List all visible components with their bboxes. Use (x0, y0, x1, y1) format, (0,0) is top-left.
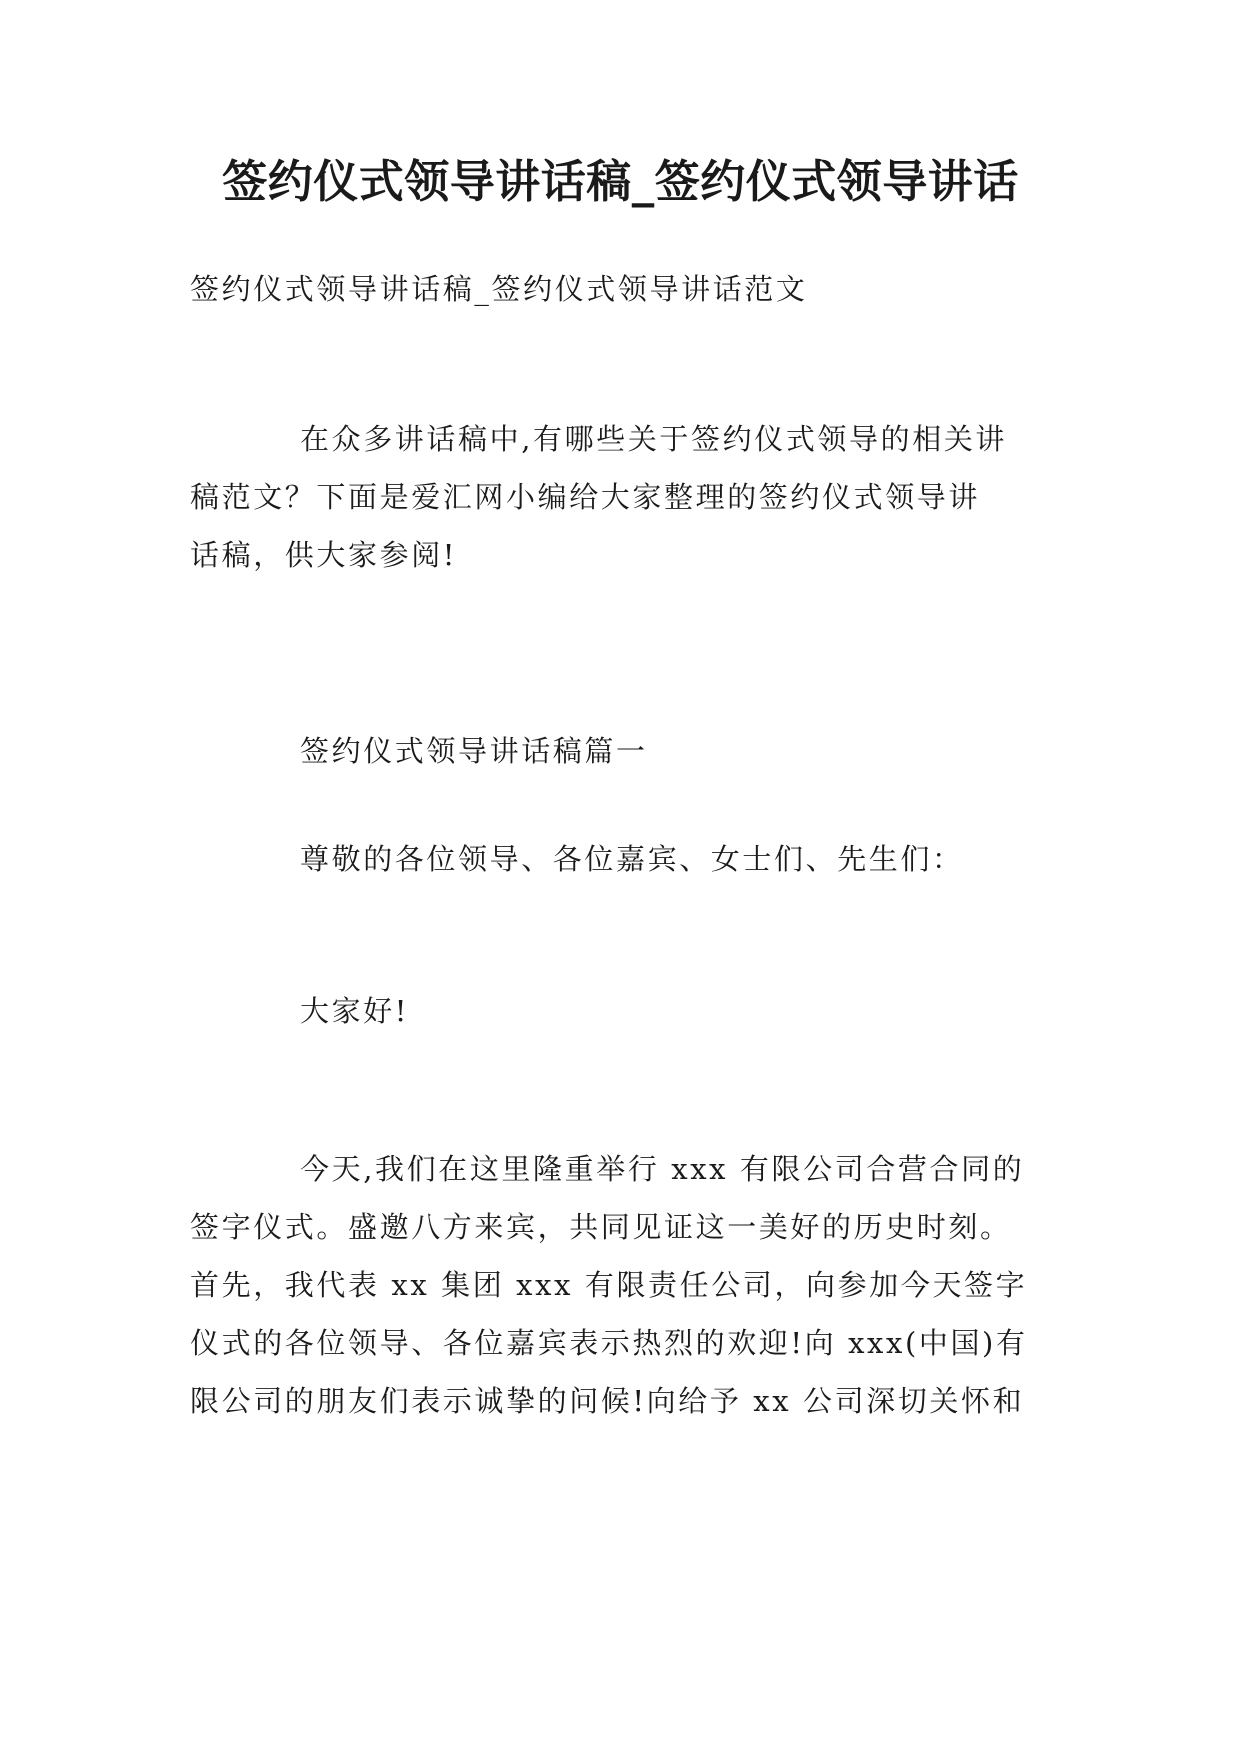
salutation: 尊敬的各位领导、各位嘉宾、女士们、先生们： (300, 842, 964, 876)
body-line: 今天,我们在这里隆重举行 xxx 有限公司合营合同的 (300, 1152, 1025, 1186)
greeting: 大家好! (300, 994, 410, 1028)
intro-line: 稿范文？下面是爱汇网小编给大家整理的签约仪式领导讲 (190, 480, 981, 514)
section-heading: 签约仪式领导讲话稿篇一 (300, 734, 648, 768)
body-line: 首先，我代表 xx 集团 xxx 有限责任公司，向参加今天签字 (190, 1268, 1028, 1302)
body-line: 仪式的各位领导、各位嘉宾表示热烈的欢迎!向 xxx(中国)有 (190, 1326, 1028, 1360)
intro-line: 在众多讲话稿中,有哪些关于签约仪式领导的相关讲 (300, 422, 1008, 456)
document-title: 签约仪式领导讲话稿_签约仪式领导讲话 (222, 155, 1019, 208)
intro-line: 话稿，供大家参阅! (190, 538, 458, 572)
intro-paragraph (190, 410, 1070, 584)
body-line: 限公司的朋友们表示诚挚的问候!向给予 xx 公司深切关怀和 (190, 1384, 1025, 1418)
body-line: 签字仪式。盛邀八方来宾，共同见证这一美好的历史时刻。 (190, 1210, 1012, 1244)
document-subtitle: 签约仪式领导讲话稿_签约仪式领导讲话范文 (190, 272, 808, 306)
body-paragraph (190, 1140, 1070, 1430)
